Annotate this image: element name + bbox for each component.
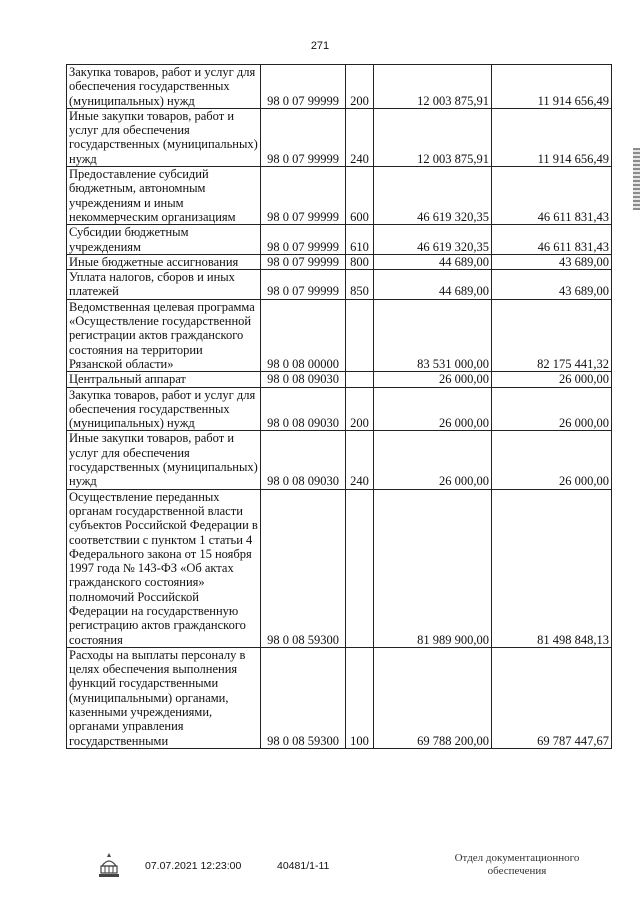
table-row — [67, 108, 612, 166]
row-csr: 98 0 07 99999 — [261, 270, 346, 300]
row-name: Уплата налогов, сборов и иных платежей — [67, 270, 261, 300]
row-vr: 600 — [346, 167, 374, 225]
row-plan: 69 788 200,00 — [374, 647, 492, 748]
row-fact: 43 689,00 — [492, 270, 612, 300]
row-vr: 240 — [346, 108, 374, 166]
row-vr: 200 — [346, 387, 374, 431]
row-plan: 46 619 320,35 — [374, 225, 492, 255]
table-row — [67, 431, 612, 489]
row-csr: 98 0 08 09030 — [261, 387, 346, 431]
row-plan: 83 531 000,00 — [374, 299, 492, 371]
row-name: Центральный аппарат — [67, 372, 261, 387]
footer-date: 07.07.2021 12:23:00 — [145, 860, 242, 872]
row-name: Иные закупки товаров, работ и услуг для обеспечения государственных (муниципальных) нужд — [67, 431, 261, 489]
row-vr: 610 — [346, 225, 374, 255]
table-row — [67, 489, 612, 647]
row-plan: 26 000,00 — [374, 387, 492, 431]
row-name: Субсидии бюджетным учреждениям — [67, 225, 261, 255]
table-row — [67, 387, 612, 431]
table-row — [67, 372, 612, 387]
page-number: 271 — [310, 40, 330, 52]
row-plan: 26 000,00 — [374, 431, 492, 489]
scan-edge-mark — [633, 148, 640, 210]
row-csr: 98 0 08 59300 — [261, 647, 346, 748]
row-csr: 98 0 07 99999 — [261, 225, 346, 255]
row-vr — [346, 489, 374, 647]
row-fact: 46 611 831,43 — [492, 167, 612, 225]
row-plan: 12 003 875,91 — [374, 108, 492, 166]
row-plan: 12 003 875,91 — [374, 65, 492, 109]
row-plan: 46 619 320,35 — [374, 167, 492, 225]
row-fact: 26 000,00 — [492, 387, 612, 431]
row-vr: 200 — [346, 65, 374, 109]
row-fact: 46 611 831,43 — [492, 225, 612, 255]
row-fact: 26 000,00 — [492, 431, 612, 489]
row-csr: 98 0 07 99999 — [261, 108, 346, 166]
table-row — [67, 647, 612, 748]
row-csr: 98 0 07 99999 — [261, 254, 346, 269]
row-vr — [346, 299, 374, 371]
row-csr: 98 0 08 09030 — [261, 431, 346, 489]
row-name: Закупка товаров, работ и услуг для обеспечения государственных (муниципальных) нужд — [67, 387, 261, 431]
row-vr: 240 — [346, 431, 374, 489]
footer-doc-number: 40481/1-11 — [277, 860, 330, 872]
row-vr: 850 — [346, 270, 374, 300]
row-name: Расходы на выплаты персоналу в целях обеспечения выполнения функций государственными (муниципальными) органами, казенными учреждениями, органами управления государственными — [67, 647, 261, 748]
table-row — [67, 167, 612, 225]
row-fact: 11 914 656,49 — [492, 65, 612, 109]
row-fact: 11 914 656,49 — [492, 108, 612, 166]
table-row — [67, 65, 612, 109]
emblem-icon — [96, 850, 122, 883]
row-plan: 44 689,00 — [374, 254, 492, 269]
row-csr: 98 0 07 99999 — [261, 65, 346, 109]
row-fact: 81 498 848,13 — [492, 489, 612, 647]
row-plan: 44 689,00 — [374, 270, 492, 300]
row-csr: 98 0 08 09030 — [261, 372, 346, 387]
table-row — [67, 225, 612, 255]
row-name: Иные бюджетные ассигнования — [67, 254, 261, 269]
row-csr: 98 0 07 99999 — [261, 167, 346, 225]
row-plan: 26 000,00 — [374, 372, 492, 387]
row-vr: 800 — [346, 254, 374, 269]
row-name: Предоставление субсидий бюджетным, автономным учреждениям и иным некоммерческим организациям — [67, 167, 261, 225]
table-row — [67, 270, 612, 300]
page-footer — [0, 848, 640, 898]
row-plan: 81 989 900,00 — [374, 489, 492, 647]
row-name: Осуществление переданных органам государственной власти субъектов Российской Федерации в соответствии с пунктом 1 статьи 4 Федерального закона от 15 ноября 1997 года № 143-ФЗ «Об актах гражданского состояния» полномочий Российской Федерации на государственную регистрацию актов гражданского состояния — [67, 489, 261, 647]
row-vr — [346, 372, 374, 387]
table-row — [67, 254, 612, 269]
row-name: Закупка товаров, работ и услуг для обеспечения государственных (муниципальных) нужд — [67, 65, 261, 109]
budget-table — [66, 64, 612, 749]
row-fact: 26 000,00 — [492, 372, 612, 387]
row-fact: 43 689,00 — [492, 254, 612, 269]
row-name: Иные закупки товаров, работ и услуг для обеспечения государственных (муниципальных) нужд — [67, 108, 261, 166]
table-row — [67, 299, 612, 371]
footer-department: Отдел документационного обеспечения — [454, 852, 580, 877]
row-fact: 82 175 441,32 — [492, 299, 612, 371]
row-vr: 100 — [346, 647, 374, 748]
row-csr: 98 0 08 59300 — [261, 489, 346, 647]
row-name: Ведомственная целевая программа «Осуществление государственной регистрации актов гражданского состояния на территории Рязанской области» — [67, 299, 261, 371]
row-fact: 69 787 447,67 — [492, 647, 612, 748]
row-csr: 98 0 08 00000 — [261, 299, 346, 371]
